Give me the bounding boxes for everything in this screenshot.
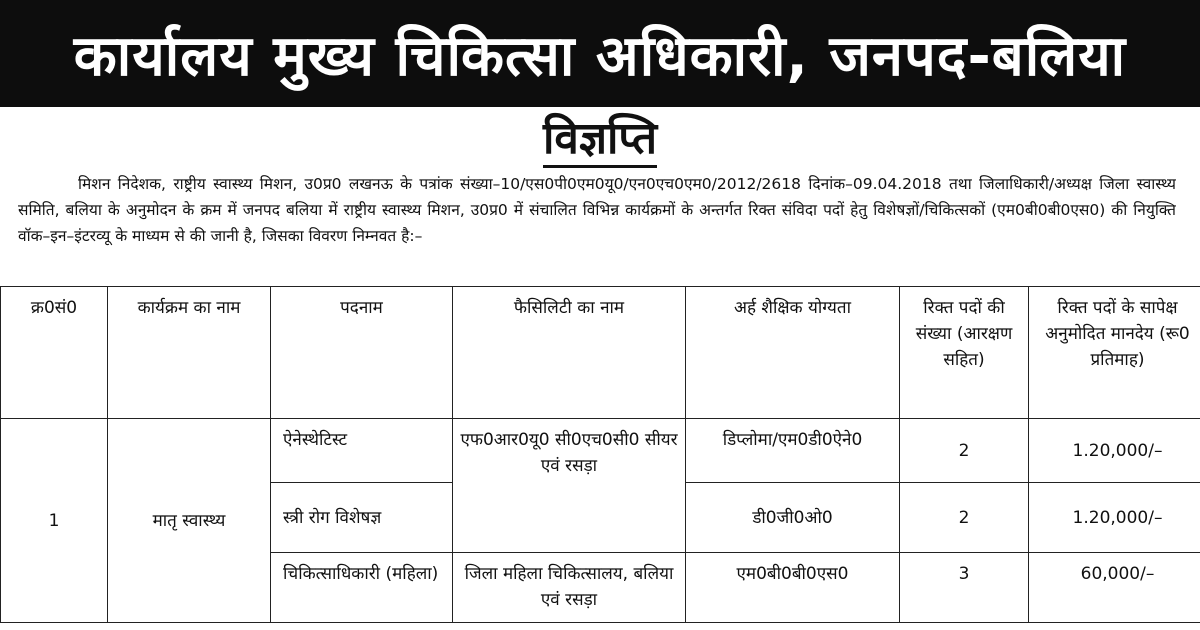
notice-heading-wrap — [0, 107, 1200, 171]
cell-facility: जिला महिला चिकित्सालय, बलिया एवं रसड़ा — [453, 553, 686, 623]
cell-post: स्त्री रोग विशेषज्ञ — [271, 483, 453, 553]
cell-vacancies: 2 — [900, 483, 1029, 553]
cell-honorarium: 1.20,000/– — [1029, 419, 1200, 483]
header-post: पदनाम — [271, 287, 453, 419]
cell-qualification: डिप्लोमा/एम0डी0ऐने0 — [686, 419, 900, 483]
header-serial: क्र0सं0 — [1, 287, 108, 419]
cell-qualification: डी0जी0ओ0 — [686, 483, 900, 553]
office-title: कार्यालय मुख्य चिकित्सा अधिकारी, जनपद-बलिया — [73, 23, 1127, 89]
header-programme: कार्यक्रम का नाम — [108, 287, 271, 419]
cell-post: ऐनेस्थेटिस्ट — [271, 419, 453, 483]
header-honorarium: रिक्त पदों के सापेक्ष अनुमोदित मानदेय (रू0 प्रतिमाह) — [1029, 287, 1200, 419]
cell-facility: एफ0आर0यू0 सी0एच0सी0 सीयर एवं रसड़ा — [453, 419, 686, 553]
cell-vacancies: 3 — [900, 553, 1029, 623]
cell-post: चिकित्साधिकारी (महिला) — [271, 553, 453, 623]
table-header-row — [1, 287, 1200, 419]
notice-body — [0, 107, 1200, 630]
cell-qualification: एम0बी0बी0एस0 — [686, 553, 900, 623]
office-banner — [0, 0, 1200, 107]
header-vacancies: रिक्त पदों की संख्या (आरक्षण सहित) — [900, 287, 1029, 419]
header-qualification: अर्ह शैक्षिक योग्यता — [686, 287, 900, 419]
notice-intro: मिशन निदेशक, राष्ट्रीय स्वास्थ्य मिशन, उ0प्र0 लखनऊ के पत्रांक संख्या–10/एस0पी0एम0यू0/एन0एच0एम0/2012/2618 दिनांक–09.04.2018 तथा जिलाधिकारी/अध्यक्ष जिला स्वास्थ्य समिति, बलिया के अनुमोदन के क्रम में जनपद बलिया में राष्ट्रीय स्वास्थ्य मिशन, उ0प्र0 में संचालित विभिन्न कार्यक्रमों के अन्तर्गत रिक्त संविदा पदों हेतु विशेषज्ञों/चिकित्सकों (एम0बी0बी0एस0) की नियुक्ति वॉक–इन–इंटरव्यू के माध्यम से की जानी है, जिसका विवरण निम्नवत है:– — [18, 175, 1176, 245]
cell-serial: 1 — [1, 419, 108, 623]
cell-programme: मातृ स्वास्थ्य — [108, 419, 271, 623]
notice-heading: विज्ञप्ति — [543, 113, 657, 168]
header-facility: फैसिलिटी का नाम — [453, 287, 686, 419]
vacancy-table — [0, 286, 1200, 623]
cell-honorarium: 60,000/– — [1029, 553, 1200, 623]
cell-honorarium: 1.20,000/– — [1029, 483, 1200, 553]
cell-vacancies: 2 — [900, 419, 1029, 483]
table-row — [1, 419, 1200, 483]
